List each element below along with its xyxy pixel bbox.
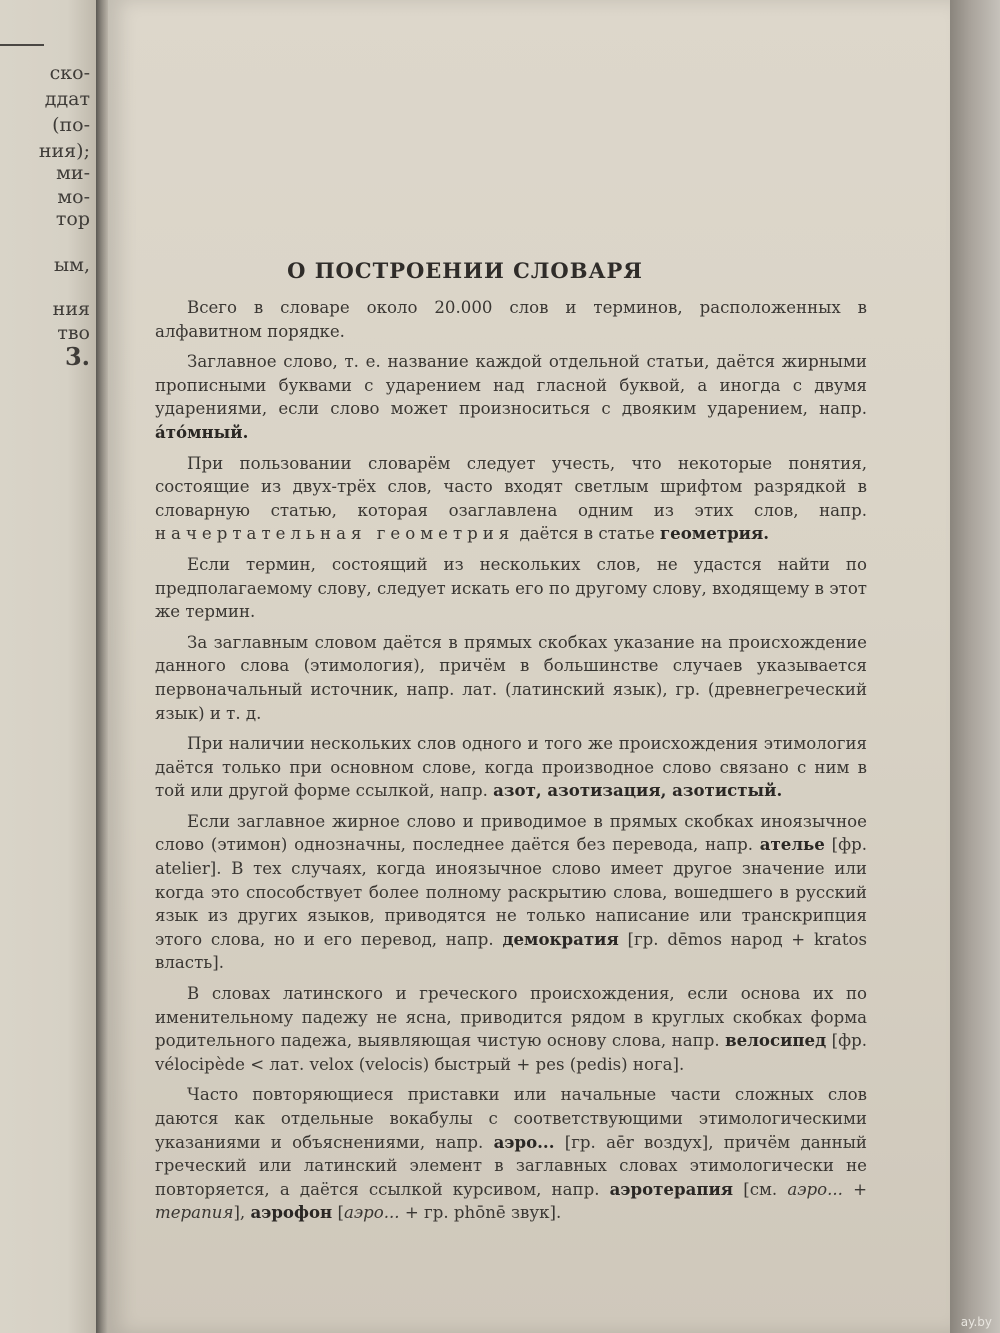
left-fragment: ым, bbox=[54, 254, 90, 276]
watermark: ay.by bbox=[960, 1315, 992, 1329]
left-page-rule bbox=[0, 44, 44, 46]
left-fragment: тво bbox=[57, 322, 90, 344]
headword-example: ателье bbox=[759, 834, 825, 855]
paragraph: Если термин, состоящий из нескольких слов, не удастся найти по предполагаемому слову, следует искать его по другому слову, входящему в этот же термин. bbox=[155, 554, 867, 622]
paragraph: Заглавное слово, т. е. название каждой отдельной статьи, даётся жирными прописными буквами с ударением над гласной буквой, а иногда с двумя ударениями, если слово может произноситься с двояким ударением, напр. а́то́мный. bbox=[155, 352, 867, 442]
paragraph: При наличии нескольких слов одного и того же происхождения этимология даётся только при основном слове, когда производное слово связано с ним в той или другой форме ссылкой, напр. азот, азотизация, азотистый. bbox=[155, 734, 867, 801]
headword-example: велосипед bbox=[725, 1030, 827, 1051]
left-page-edge bbox=[0, 0, 96, 1333]
headword-example: аэро... bbox=[493, 1131, 555, 1152]
body-text bbox=[155, 296, 867, 1232]
paragraph: В словах латинского и греческого происхождения, если основа их по именительному падежу не ясна, приводится рядом в круглых скобках форма родительного падежа, выявляющая чистую основу слова, напр. велосипед [фр. vélocipède < лат. velox (velocis) быстрый + pes (pedis) нога]. bbox=[155, 984, 867, 1074]
left-fragment: ддат bbox=[44, 88, 90, 110]
left-fragment: тор bbox=[55, 208, 90, 230]
paragraph: За заглавным словом даётся в прямых скобках указание на происхождение данного слова (этимология), причём в большинстве случаев указывается первоначальный источник, напр. лат. (латинский язык), гр. (древнегреческий язык) и т. д. bbox=[155, 632, 867, 723]
left-fragment: ния bbox=[52, 298, 90, 320]
headword-example: демократия bbox=[502, 928, 619, 949]
left-fragment: 3. bbox=[64, 342, 90, 371]
left-fragment: (по- bbox=[52, 114, 90, 136]
left-fragment: ми- bbox=[56, 162, 90, 184]
left-fragment: мо- bbox=[57, 186, 90, 208]
paragraph: Если заглавное жирное слово и приводимое в прямых скобках иноязычное слово (этимон) однозначны, последнее даётся без перевода, напр. ателье [фр. atelier]. В тех случаях, когда иноязычное слово имеет другое значение или когда это способствует более полному раскрытию слова, вошедшего в русский язык из других языков, приводятся не только написание или транскрипция этого слова, но и его перевод, напр. демократия [гр. dēmos народ + kratos власть]. bbox=[155, 811, 867, 973]
headword-example: аэрофон bbox=[250, 1202, 333, 1223]
paragraph: При пользовании словарём следует учесть, что некоторые понятия, состоящие из двух-трёх слов, часто входят светлым шрифтом разрядкой в словарную статью, которая озаглавлена одним из этих слов, напр. начертательная геометрия даётся в статье геометрия. bbox=[155, 453, 867, 544]
headword-example: аэротерапия bbox=[609, 1178, 734, 1199]
italic-reference: аэро... bbox=[343, 1203, 400, 1223]
italic-reference: аэро... + терапия bbox=[155, 1179, 867, 1223]
left-fragment: ния); bbox=[38, 140, 90, 162]
left-fragment: ско- bbox=[49, 62, 90, 84]
headword-example: а́то́мный. bbox=[155, 421, 249, 442]
spaced-example: начертательная геометрия bbox=[155, 524, 515, 544]
background-surface bbox=[950, 0, 1000, 1333]
headword-example: азот, азотизация, азотистый. bbox=[493, 780, 783, 801]
paragraph: Всего в словаре около 20.000 слов и терминов, расположенных в алфавитном порядке. bbox=[155, 298, 867, 341]
headword-example: геометрия. bbox=[660, 523, 770, 544]
paragraph: Часто повторяющиеся приставки или начальные части сложных слов даются как отдельные вокабулы с соответствующими этимологическими указаниями и объяснениями, напр. аэро... [гр. aēr воздух], причём данный греческий или латинский элемент в заглавных словах этимологически не повторяется, а даётся ссылкой курсивом, напр. аэротерапия [см. аэро... + терапия], аэрофон [аэро... + гр. phōnē звук]. bbox=[155, 1085, 867, 1223]
page-title: О ПОСТРОЕНИИ СЛОВАРЯ bbox=[287, 258, 643, 283]
